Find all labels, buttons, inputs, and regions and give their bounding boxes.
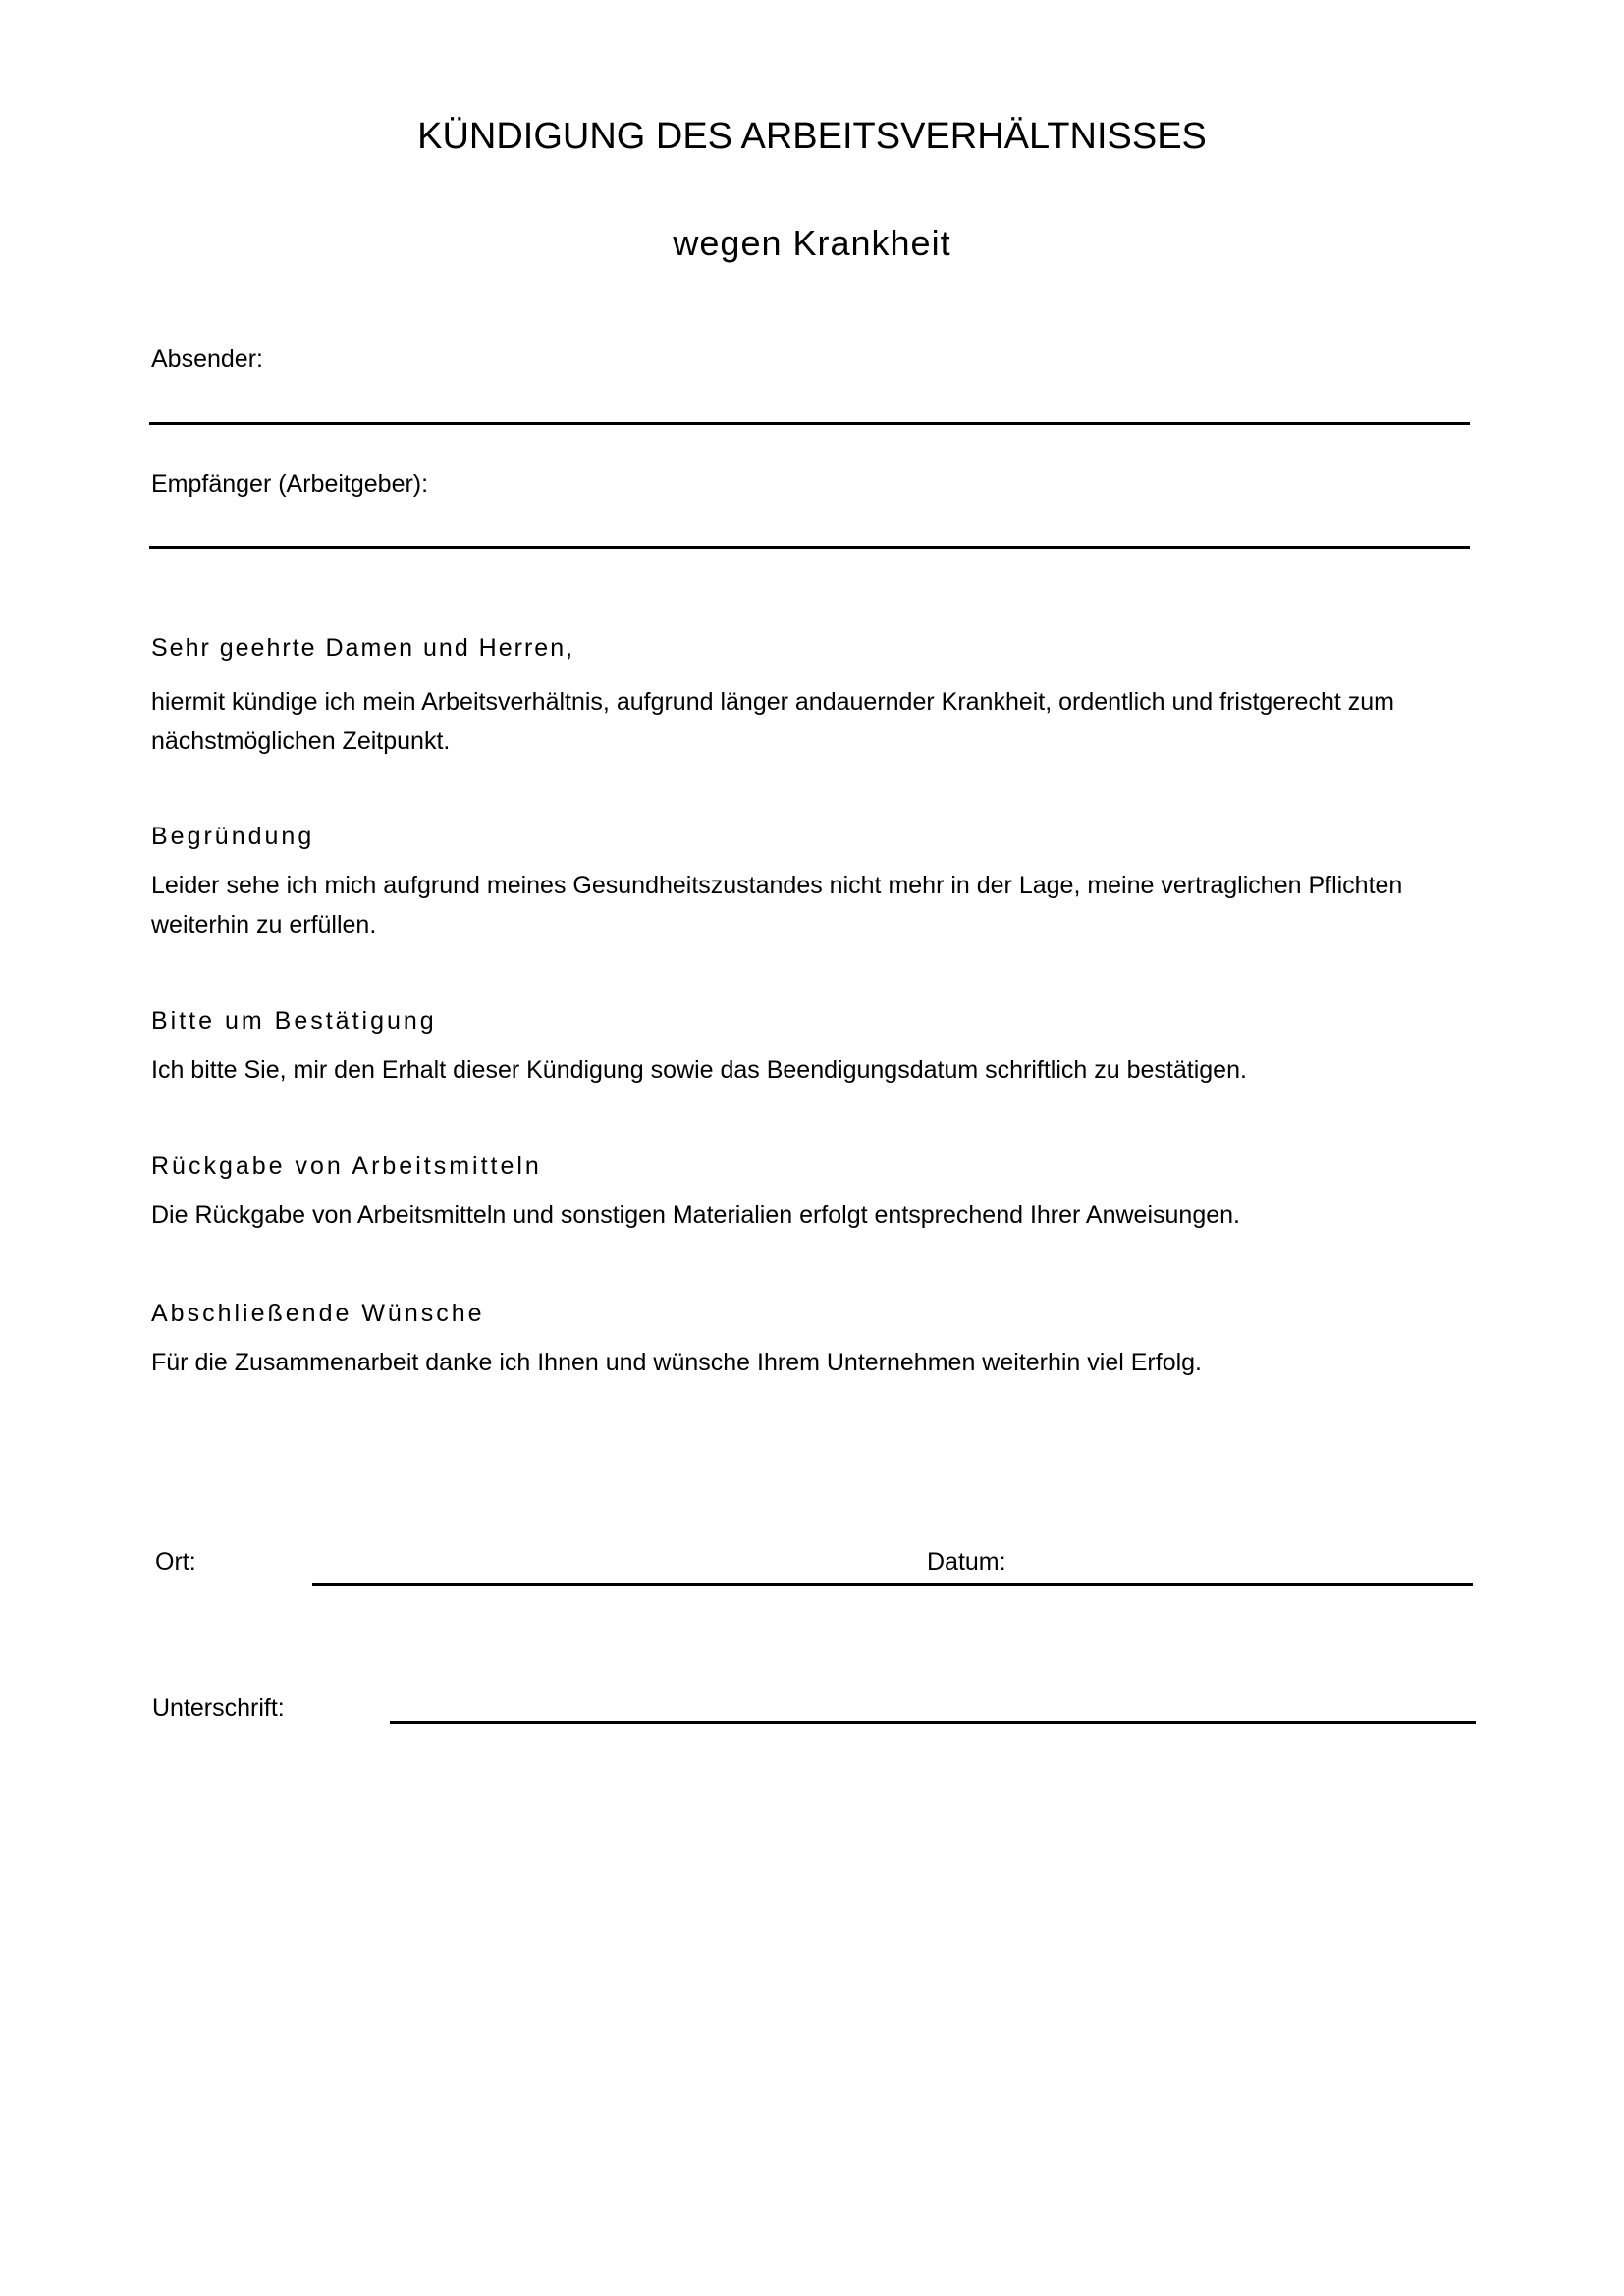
section-heading-bestaetigung: Bitte um Bestätigung	[151, 1007, 437, 1035]
place-label: Ort:	[155, 1548, 196, 1575]
recipient-fill-line	[149, 546, 1470, 549]
document-subtitle: wegen Krankheit	[673, 223, 951, 263]
section-heading-wuensche: Abschließende Wünsche	[151, 1300, 485, 1327]
section-body-wuensche: Für die Zusammenarbeit danke ich Ihnen und wünsche Ihrem Unternehmen weiterhin viel Erfolg.	[151, 1349, 1202, 1376]
section-heading-begruendung: Begründung	[151, 823, 315, 850]
section-heading-rueckgabe: Rückgabe von Arbeitsmitteln	[151, 1152, 542, 1180]
intro-paragraph: hiermit kündige ich mein Arbeitsverhältnis, aufgrund länger andauernder Krankheit, ordentlich und fristgerecht zum nächstmöglichen Zeitpunkt.	[151, 688, 1394, 755]
place-date-fill-line	[312, 1583, 1473, 1586]
sender-fill-line	[149, 422, 1470, 425]
signature-fill-line	[390, 1721, 1476, 1724]
section-body-rueckgabe: Die Rückgabe von Arbeitsmitteln und sonstigen Materialien erfolgt entsprechend Ihrer Anweisungen.	[151, 1201, 1240, 1229]
section-body-bestaetigung: Ich bitte Sie, mir den Erhalt dieser Kündigung sowie das Beendigungsdatum schriftlich zu bestätigen.	[151, 1056, 1247, 1084]
section-body-begruendung: Leider sehe ich mich aufgrund meines Gesundheitszustandes nicht mehr in der Lage, meine vertraglichen Pflichten weiterhin zu erfüllen.	[151, 872, 1403, 938]
salutation: Sehr geehrte Damen und Herren,	[151, 634, 575, 662]
date-label: Datum:	[927, 1548, 1006, 1575]
signature-label: Unterschrift:	[152, 1694, 285, 1722]
recipient-label: Empfänger (Arbeitgeber):	[151, 470, 429, 498]
document-title: KÜNDIGUNG DES ARBEITSVERHÄLTNISSES	[417, 116, 1207, 157]
sender-label: Absender:	[151, 346, 263, 373]
